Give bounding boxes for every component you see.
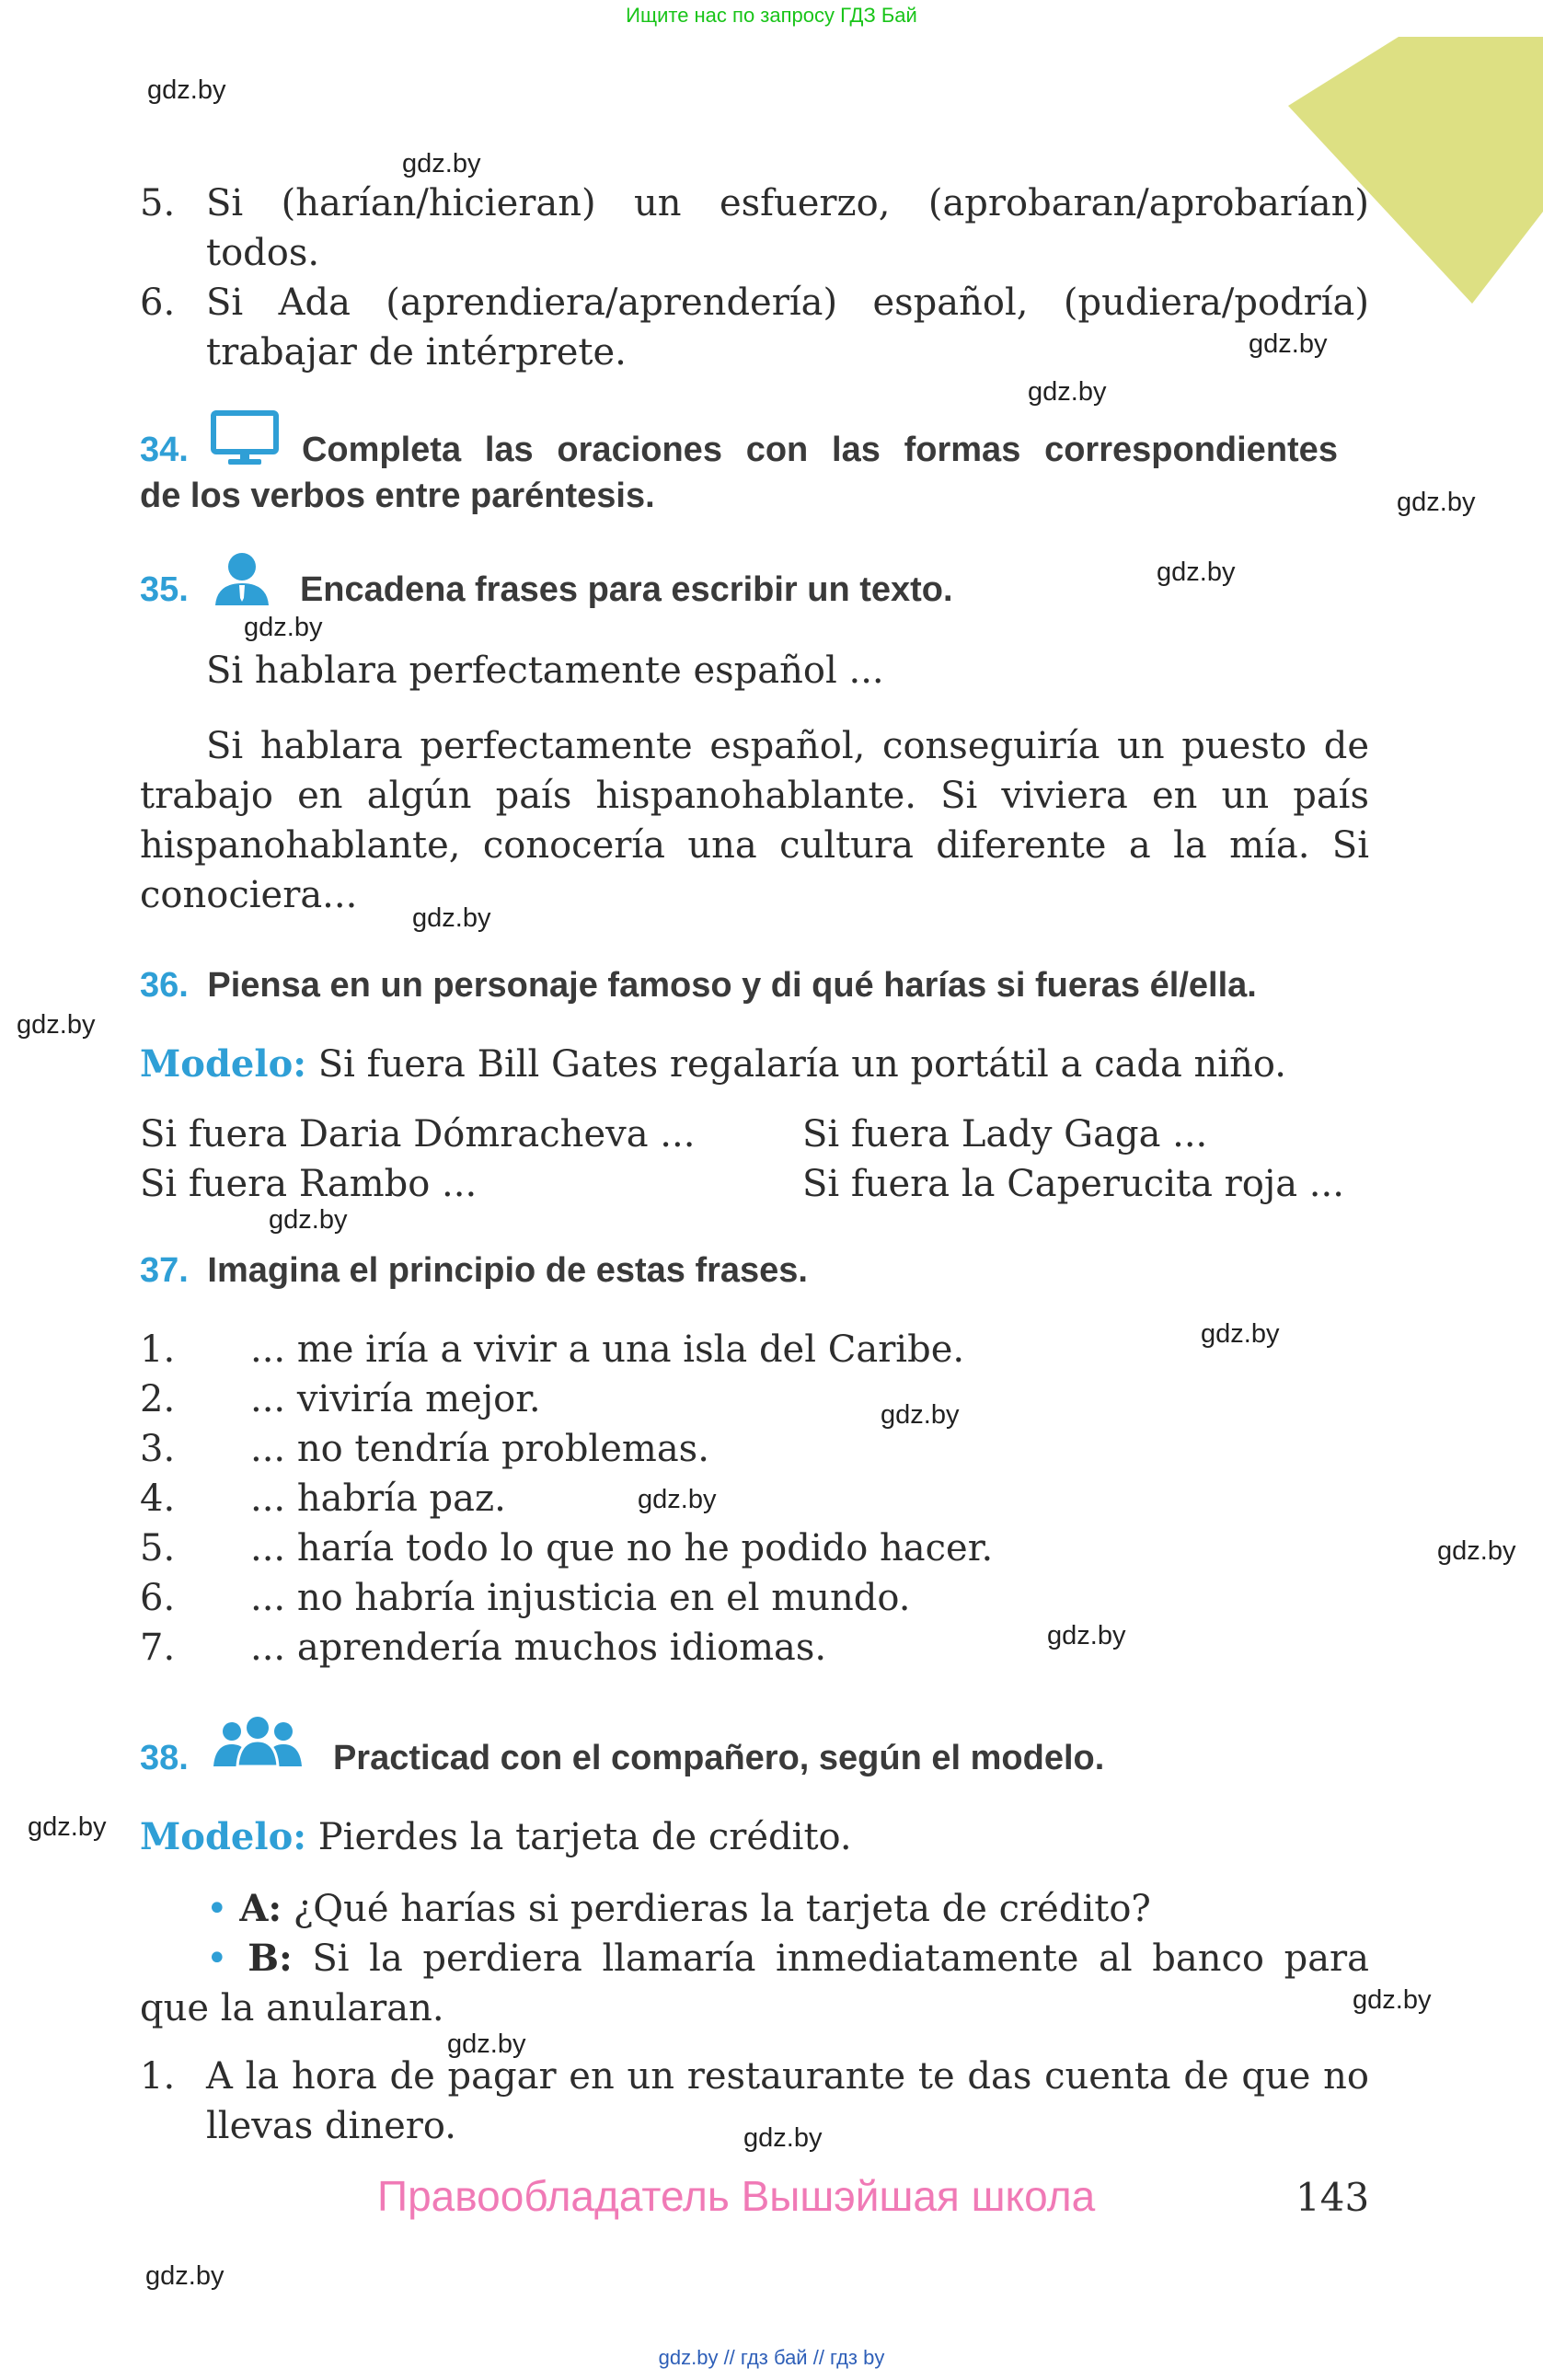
watermark: gdz.by [1397,488,1476,517]
dialogue-b [206,1934,1369,1983]
item-number: 7. [140,1627,176,1669]
watermark: gdz.by [1249,329,1328,359]
item-text: Si Ada (aprendiera/aprendería) español, (pudiera/podría) [206,282,1369,324]
page-number: 143 [1295,2175,1370,2220]
watermark: gdz.by [1353,1985,1432,2015]
list-item: Si fuera Daria Dómracheva ... [140,1113,696,1156]
sample-paragraph [140,721,1369,920]
item-number: 5. [140,182,176,224]
item-text: A la hora de pagar en un restaurante te das cuenta de que no [206,2055,1369,2098]
exercise-title: Completa las oraciones con las formas correspondientes [301,431,1338,469]
copyright-owner: Правообладатель Вышэйшая школа [377,2172,1096,2220]
exercise-number: 34. [140,431,189,469]
watermark: gdz.by [269,1205,348,1235]
sample-paragraph-text: Si hablara perfectamente español, conseguiría un puesto de trabajo en algún país hispanohablante. Si viviera en un país hispanohablante, conocería una cultura diferente a la mía. Si conociera... [140,725,1369,916]
modelo-label: Modelo: [140,1042,307,1086]
item-text: ... viviría mejor. [250,1378,541,1420]
watermark: gdz.by [1157,558,1236,587]
list-item: Si fuera Lady Gaga ... [802,1113,1208,1156]
watermark: gdz.by [447,2029,526,2059]
exercise-34-heading [140,431,1369,470]
item-text: ... habría paz. [250,1477,506,1520]
exercise-number: 35. [140,570,189,609]
item-number: 6. [140,282,176,324]
item-text: Si (harían/hicieran) un esfuerzo, (aprobaran/aprobarían) [206,182,1369,224]
top-banner[interactable]: Ищите нас по запросу ГДЗ Бай [626,4,917,27]
item-number: 6. [140,1577,176,1619]
watermark: gdz.by [28,1812,107,1842]
bottom-links[interactable]: gdz.by // гдз бай // гдз by [658,2346,885,2369]
modelo-text: Pierdes la tarjeta de crédito. [317,1816,852,1858]
exercise-35-heading [140,570,1369,610]
item-text: todos. [206,232,320,274]
person-icon [213,550,271,607]
exercise-37-heading [140,1251,1369,1291]
item-text: trabajar de intérprete. [206,331,627,374]
watermark: gdz.by [881,1400,960,1430]
item-number: 4. [140,1477,176,1520]
item-text: ... aprendería muchos idiomas. [250,1627,827,1669]
item-text: ... no tendría problemas. [250,1428,709,1470]
item-number: 5. [140,1527,176,1569]
bullet-icon: • [206,1937,228,1980]
watermark: gdz.by [244,613,323,642]
exercise-number: 37. [140,1251,189,1290]
speaker-label: A: [239,1887,282,1930]
speaker-label: B: [248,1937,293,1980]
watermark: gdz.by [638,1485,717,1514]
exercise-title-continued: de los verbos entre paréntesis. [140,477,655,515]
dialogue-a [206,1884,1151,1934]
dialogue-text-continued: que la anularan. [140,1987,444,2029]
bullet-icon: • [206,1888,228,1930]
item-number: 2. [140,1378,176,1420]
group-icon [212,1717,304,1768]
watermark: gdz.by [412,903,491,933]
modelo-label: Modelo: [140,1815,307,1858]
watermark: gdz.by [743,2123,823,2153]
item-number: 1. [140,2055,176,2098]
dialogue-text: Si la perdiera llamaría inmediatamente al banco para [312,1937,1370,1980]
exercise-prompt: Si hablara perfectamente español ... [206,650,884,692]
exercise-title: Encadena frases para escribir un texto. [299,570,953,609]
dialogue-text: ¿Qué harías si perdieras la tarjeta de crédito? [293,1888,1151,1930]
watermark: gdz.by [145,2261,225,2291]
modelo-line [140,1040,1286,1089]
watermark: gdz.by [402,149,481,178]
exercise-number: 36. [140,966,189,1005]
watermark: gdz.by [17,1010,96,1040]
item-text: ... haría todo lo que no he podido hacer. [250,1527,994,1569]
exercise-title: Imagina el principio de estas frases. [207,1251,808,1290]
item-number: 3. [140,1428,176,1470]
computer-icon [210,410,280,467]
exercise-38-heading [140,1739,1369,1778]
item-number: 1. [140,1328,176,1371]
watermark: gdz.by [1201,1319,1280,1349]
item-text: ... me iría a vivir a una isla del Caribe. [250,1328,965,1371]
item-text: ... no habría injusticia en el mundo. [250,1577,911,1619]
watermark: gdz.by [1437,1536,1516,1566]
exercise-36-heading [140,966,1369,1006]
list-item: Si fuera Rambo ... [140,1163,478,1205]
modelo-text: Si fuera Bill Gates regalaría un portátil a cada niño. [317,1043,1286,1086]
watermark: gdz.by [147,75,226,105]
modelo-line [140,1812,852,1862]
item-text: llevas dinero. [206,2105,456,2147]
watermark: gdz.by [1047,1621,1126,1650]
exercise-title: Piensa en un personaje famoso y di qué harías si fueras él/ella. [207,966,1257,1005]
watermark: gdz.by [1028,377,1107,407]
list-item: Si fuera la Caperucita roja ... [802,1163,1344,1205]
exercise-number: 38. [140,1739,189,1777]
exercise-title: Practicad con el compañero, según el modelo. [332,1739,1105,1777]
